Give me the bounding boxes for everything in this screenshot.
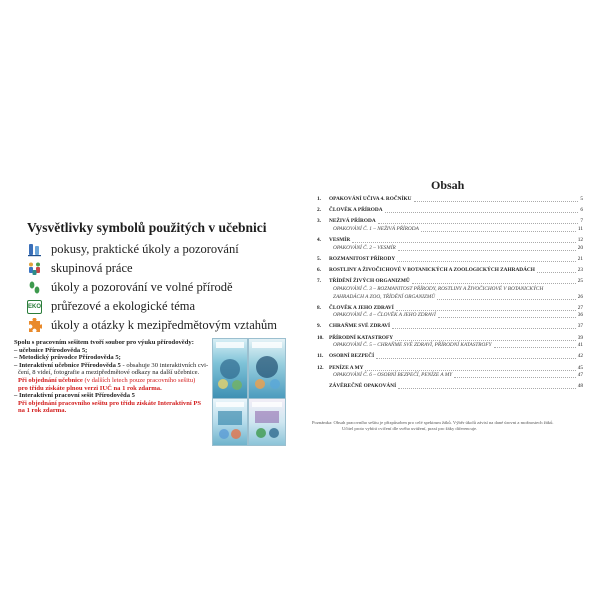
toc-row: [317, 353, 583, 361]
toc-row-page: 39: [577, 334, 583, 341]
toc-row-page: 5: [580, 196, 583, 202]
toc-row-page: 6: [580, 207, 583, 214]
toc-row: [317, 245, 583, 253]
toc-row-label: OPAKOVÁNÍ Č. 4 – ČLOVĚK A JEHO ZDRAVÍ: [333, 312, 436, 319]
toc-row-label: OPAKOVÁNÍ Č. 2 – VESMÍR: [333, 244, 396, 251]
toc-row-number: 2.: [317, 207, 321, 214]
toc-row-leader: [397, 261, 576, 262]
toc-title: Obsah: [431, 178, 465, 192]
toc-row-number: 5.: [317, 255, 321, 262]
toc-row-leader: [396, 310, 576, 311]
legend-list: [27, 240, 277, 335]
toc-row: [317, 256, 583, 264]
toc-row-page: 37: [577, 323, 583, 330]
interactive-workbook-cover-image: [248, 398, 286, 446]
toc-row-leader: [537, 272, 576, 273]
toc-row-label: PENÍZE A MY: [329, 364, 364, 371]
toc-row-label: NEŽIVÁ PŘÍRODA: [329, 218, 376, 225]
toc-row-label: ROSTLINY A ŽIVOČICHOVÉ V BOTANICKÝCH A ZOOLOGICKÝCH ZAHRADÁCH: [329, 267, 535, 274]
toc-row-label: OPAKOVÁNÍ Č. 5 – CHRAŇME SVÉ ZDRAVÍ, PŘÍRODNÍ KATASTROFY: [333, 342, 492, 349]
group-work-icon: [27, 261, 42, 276]
info-interactive-textbook-desc: - obsahuje 30 interaktivních cvi-: [120, 361, 209, 369]
toc-row-leader: [494, 347, 576, 348]
toc-row-leader: [437, 299, 576, 300]
info-interactive-textbook-title: – Interaktivní učebnice Přírodověda 5: [14, 361, 121, 369]
toc-footnote: [312, 420, 592, 432]
toc-row: [317, 342, 583, 350]
toc-row: [317, 237, 583, 245]
toc-row-label: ZÁVĚREČNÉ OPAKOVÁNÍ: [329, 383, 397, 390]
info-offer-1-line2: pro třídu získáte plnou verzi IUČ na 1 rok zdarma.: [18, 384, 162, 392]
toc-row: [317, 278, 583, 286]
legend-text: průřezové a ekologické téma: [51, 299, 196, 313]
textbook-set-info: [14, 339, 209, 415]
legend-item-cross-subject: [27, 316, 277, 335]
eko-icon-label: EKO: [27, 300, 42, 314]
legend-text: úkoly a pozorování ve volné přírodě: [51, 280, 233, 294]
legend-title: Vysvětlivky symbolů použitých v učebnici: [27, 220, 267, 235]
toc-row-number: 12.: [317, 364, 324, 371]
toc-row-page: 20: [577, 244, 583, 251]
toc-row-page: 25: [577, 278, 583, 285]
toc-row: [317, 286, 583, 294]
toc-row-leader: [385, 212, 579, 213]
info-textbook: – učebnice Přírodověda 5;: [14, 346, 88, 354]
toc-row-leader: [454, 377, 576, 378]
toc-row-leader: [365, 370, 575, 371]
textbook-cover-image: [212, 338, 248, 400]
toc-row-page: 7: [580, 218, 583, 225]
toc-row-number: 1.: [317, 196, 321, 202]
info-offer-1: [14, 377, 209, 385]
toc-row-number: 4.: [317, 237, 321, 244]
toc-row-label: ČLOVĚK A JEHO ZDRAVÍ: [329, 304, 394, 311]
toc-row-number: 7.: [317, 278, 321, 285]
toc-row-page: 12: [577, 237, 583, 244]
toc-row-label: ČLOVĚK A PŘÍRODA: [329, 207, 383, 214]
info-intro: Spolu s pracovním sešitem tvoří soubor pro výuku přírodovědy:: [14, 339, 194, 346]
info-interactive-textbook: [14, 362, 209, 370]
toc-row: [317, 207, 583, 215]
eko-icon: [27, 299, 42, 314]
toc-row-leader: [398, 250, 576, 251]
info-offer-2-line2: na 1 rok zdarma.: [18, 407, 67, 415]
toc-row-label: TŘÍDĚNÍ ŽIVÝCH ORGANIZMŮ: [329, 278, 410, 285]
toc-row-page: 42: [577, 353, 583, 360]
toc-row-number: 10.: [317, 334, 324, 341]
cover-thumbnails: [212, 338, 286, 448]
toc-row: [317, 312, 583, 320]
toc-row-page: 21: [577, 255, 583, 262]
toc-row-page: 41: [577, 342, 583, 349]
legend-text: úkoly a otázky k mezipředmětovým vztahům: [51, 318, 277, 332]
toc-row-leader: [378, 223, 579, 224]
info-guide: – Metodický průvodce Přírodověda 5;: [14, 354, 121, 362]
legend-item-eko: [27, 297, 277, 316]
toc-row-number: 9.: [317, 323, 321, 330]
toc-row-leader: [352, 242, 576, 243]
puzzle-icon: [27, 318, 42, 333]
footprints-icon: [27, 280, 42, 295]
legend-text: skupinová práce: [51, 261, 133, 275]
info-offer-1-rest: (v dalších letech pouze pracovního sešitu): [82, 376, 196, 384]
toc-row-label: CHRAŇME SVÉ ZDRAVÍ: [329, 323, 391, 330]
toc-row-page: 48: [577, 383, 583, 390]
legend-item-experiment: [27, 240, 277, 259]
toc-row-label: OPAKOVÁNÍ Č. 1 – NEŽIVÁ PŘÍRODA: [333, 225, 419, 232]
toc-row-page: 36: [577, 312, 583, 319]
toc-row-page: 27: [577, 304, 583, 311]
toc-row-page: 23: [577, 267, 583, 274]
info-offer-1-bold: Při objednání učebnice: [18, 376, 83, 384]
toc-row-page: 47: [577, 372, 583, 379]
toc-row-label: OPAKOVÁNÍ Č. 6 – OSOBNÍ BEZPEČÍ, PENÍZE A MY: [333, 372, 453, 379]
toc-row-page: 26: [577, 293, 583, 300]
info-offer-2: Při objednání pracovního sešitu pro třídu získáte Interaktivní PS: [18, 399, 202, 407]
toc-row-number: 11.: [317, 353, 324, 360]
toc-row-page: 11: [577, 225, 583, 232]
toc-row: [317, 196, 583, 204]
toc-row: [317, 226, 583, 234]
toc-row-label: OPAKOVÁNÍ Č. 3 – ROZMANITOST PŘÍRODY, ROSTLINY A ŽIVOČICHOVÉ V BOTANICKÝCH: [333, 285, 544, 292]
toc-row: [317, 383, 583, 391]
toc-row: [317, 294, 583, 302]
legend-item-outdoor: [27, 278, 277, 297]
toc-footnote-line1: Poznámka: Obsah pracovního sešitu je přizpůsoben pro celé spektrum žáků. Výběr úkolů závisí na dané úrovni a možnostech žáků.: [312, 420, 554, 425]
info-interactive-workbook: – Interaktivní pracovní sešit Přírodověda 5: [14, 392, 135, 400]
toc-row-number: 8.: [317, 304, 321, 311]
toc-row-label: ZAHRADÁCH A ZOO, TŘÍDĚNÍ ORGANIZMŮ: [333, 293, 436, 300]
toc-row: [317, 218, 583, 226]
toc-row: [317, 323, 583, 331]
toc-row-leader: [438, 317, 576, 318]
toc-row-leader: [376, 358, 576, 359]
legend-item-group-work: [27, 259, 277, 278]
toc-row-label: VESMÍR: [329, 237, 351, 244]
toc-footnote-line2: Učitel proto vybírá cvičení dle svého uvážení, praxí pro žáky diferencuje.: [342, 426, 478, 431]
toc-row-leader: [421, 231, 576, 232]
toc-row-leader: [395, 340, 576, 341]
toc-row: [317, 372, 583, 380]
toc-row-leader: [392, 328, 576, 329]
toc-row-number: 6.: [317, 267, 321, 274]
interactive-textbook-cover-image: [212, 398, 248, 446]
toc-row-leader: [412, 283, 576, 284]
toc-row-leader: [414, 201, 579, 202]
toc-row-label: PŘÍRODNÍ KATASTROFY: [329, 334, 394, 341]
table-of-contents: [317, 196, 583, 391]
guide-cover-image: [248, 338, 286, 400]
legend-text: pokusy, praktické úkoly a pozorování: [51, 242, 239, 256]
info-interactive-textbook-desc2: čení, 8 videí, fotografie a mezipředmětové odkazy na další učebnice.: [18, 369, 200, 377]
toc-row-page: 45: [577, 364, 583, 371]
experiment-icon: [27, 242, 42, 257]
toc-row-leader: [398, 388, 576, 389]
toc-row-number: 3.: [317, 218, 321, 225]
toc-row-label: OPAKOVÁNÍ UČIVA 4. ROČNÍKU: [329, 196, 412, 202]
toc-row-label: ROZMANITOST PŘÍRODY: [329, 255, 396, 262]
toc-row-label: OSOBNÍ BEZPEČÍ: [329, 353, 375, 360]
toc-row: [317, 267, 583, 275]
